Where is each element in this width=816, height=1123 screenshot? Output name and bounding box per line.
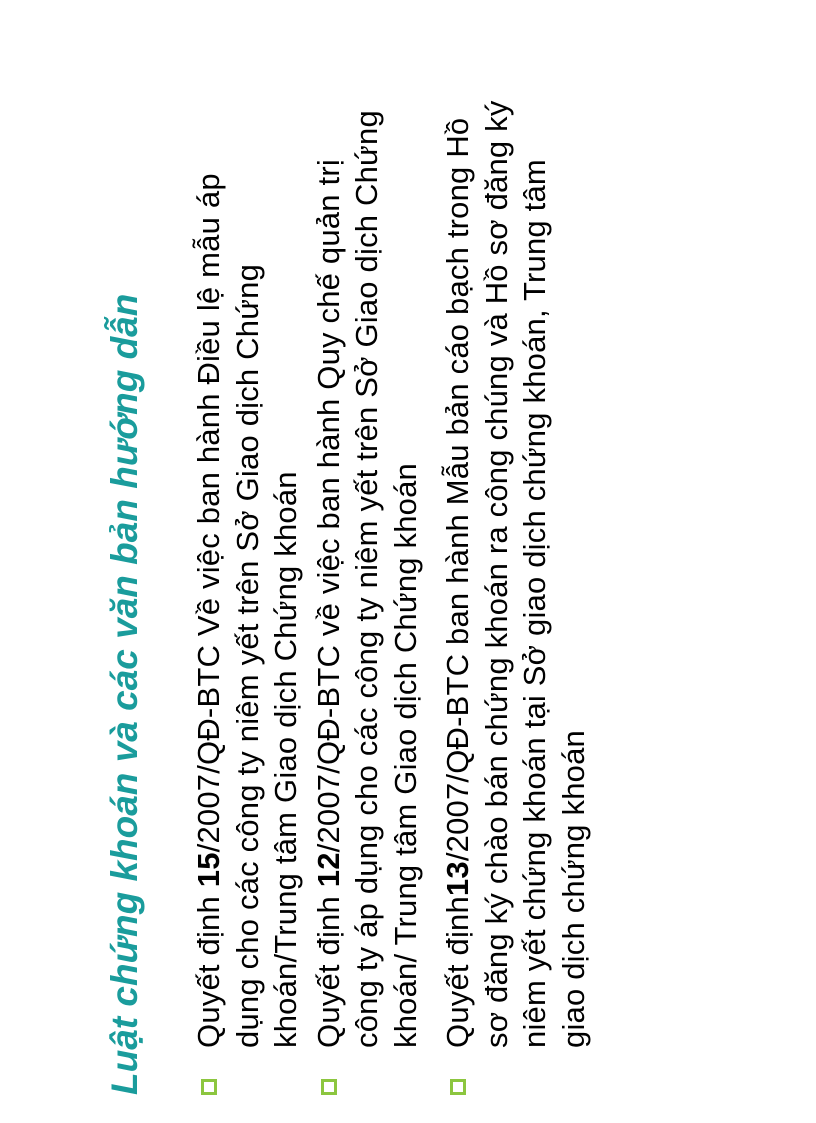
slide-title: Luật chứng khoán và các văn bản hướng dẫn (104, 293, 145, 1095)
list-item (310, 95, 426, 1095)
item-prefix: Quyết định (191, 887, 226, 1048)
item-body: /2007/QĐ-BTC về việc ban hành Quy chế quản trị công ty áp dụng cho các công ty niêm yết trên Sở Giao dịch Chứng khoán/ Trung tâm Giao dịch Chứng khoán (310, 110, 423, 1048)
item-number: 12 (310, 852, 346, 888)
item-body: /2007/QĐ-BTC ban hành Mẫu bản cáo bạch trong Hồ sơ đăng ký chào bán chứng khoán ra công chúng và Hồ sơ đăng ký niêm yết chứng khoán tại Sở giao dịch chứng khoán, Trung tâm giao dịch chứng khoán (440, 100, 591, 1048)
list-item-text (439, 95, 593, 1048)
item-prefix: Quyết định (310, 887, 346, 1048)
square-bullet-icon (321, 1079, 337, 1095)
slide (95, 90, 715, 1095)
item-number: 15 (191, 852, 226, 888)
item-body: /2007/QĐ-BTC Về việc ban hành Điều lệ mẫu áp dụng cho các công ty niêm yết trên Sở Giao dịch Chứng khoán/Trung tâm Giao dịch Chứng khoán (191, 173, 303, 1048)
bullet-list (190, 95, 597, 1095)
square-bullet-icon (201, 1079, 217, 1095)
list-item (190, 95, 306, 1095)
list-item (439, 95, 593, 1095)
list-item-text (190, 95, 306, 1048)
list-item-text (310, 95, 426, 1048)
item-prefix: Quyết định (440, 896, 475, 1048)
item-number: 13 (440, 861, 475, 897)
square-bullet-icon (450, 1079, 466, 1095)
